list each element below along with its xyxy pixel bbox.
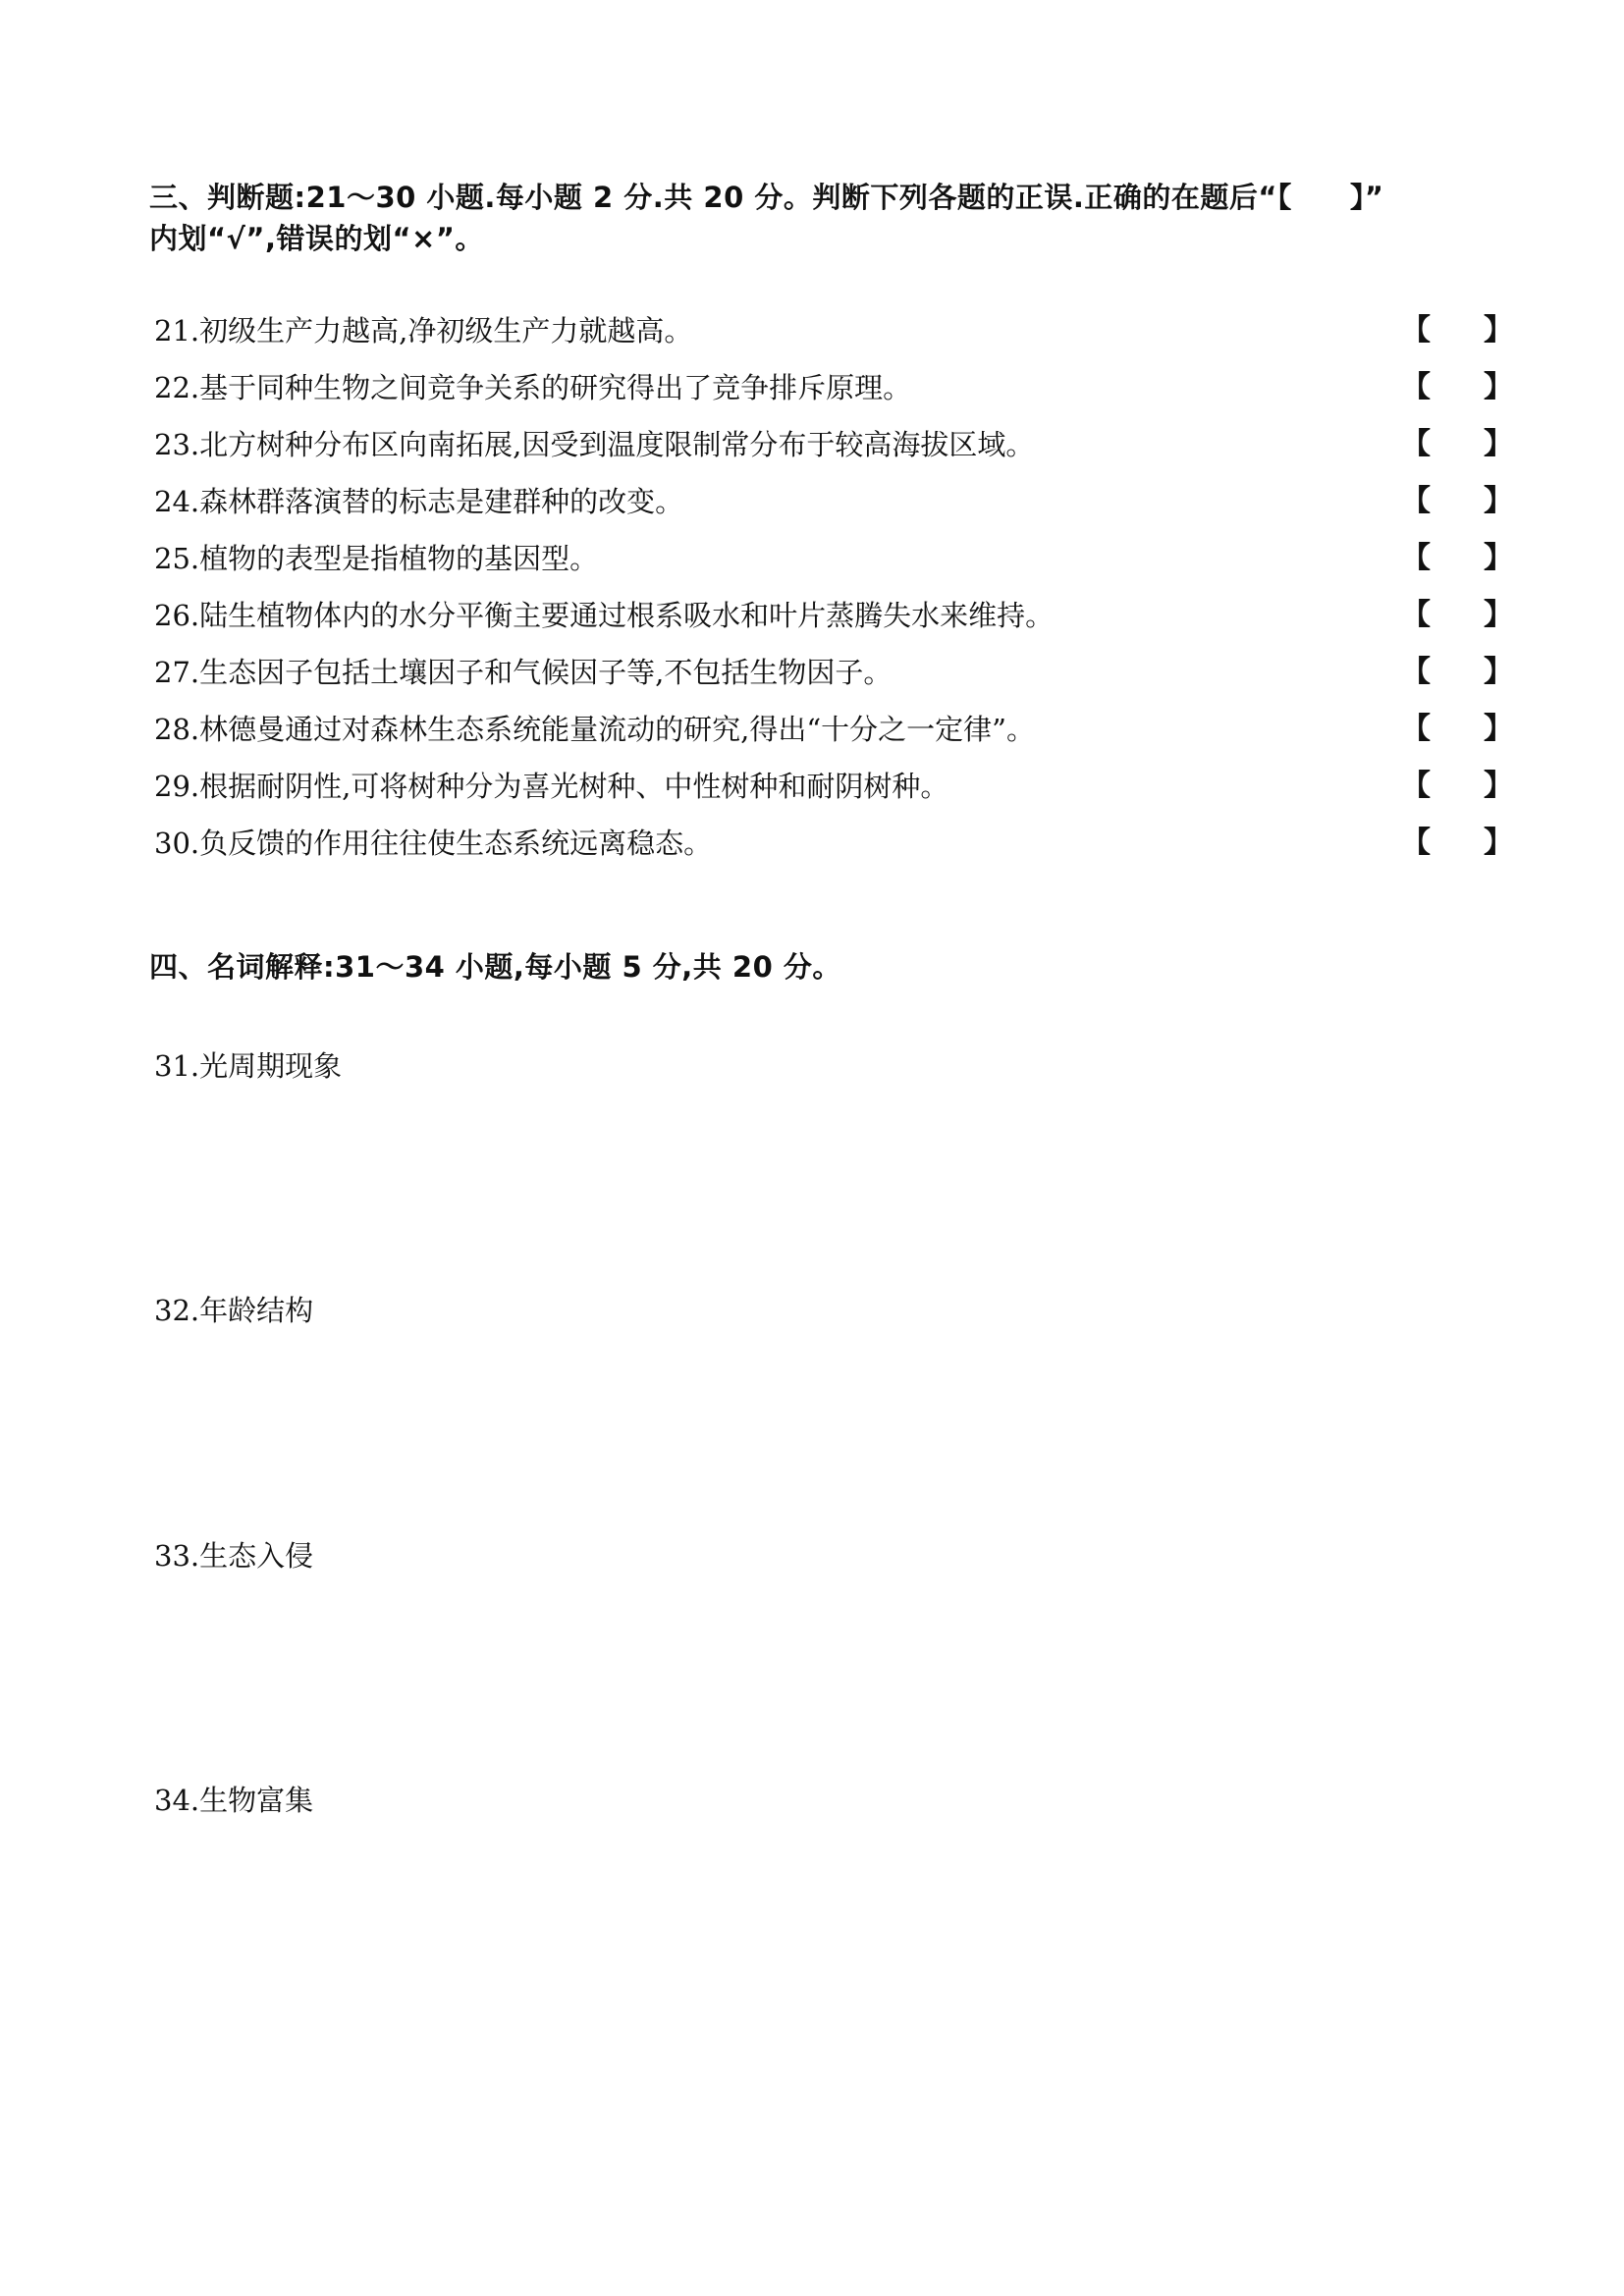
right-bracket: 】 bbox=[1484, 370, 1513, 404]
question-text: 基于同种生物之间竞争关系的研究得出了竞争排斥原理。 bbox=[199, 371, 912, 404]
left-bracket: 【 bbox=[1401, 370, 1431, 404]
question-21 bbox=[154, 302, 1513, 359]
question-text: 初级生产力越高,净初级生产力就越高。 bbox=[199, 314, 693, 347]
question-28 bbox=[154, 701, 1513, 758]
question-text: 生态因子包括土壤因子和气候因子等,不包括生物因子。 bbox=[199, 656, 893, 689]
term-text: 生态入侵 bbox=[199, 1539, 314, 1573]
question-23 bbox=[154, 416, 1513, 473]
section-4-header: 四、名词解释:31～34 小题,每小题 5 分,共 20 分。 bbox=[149, 950, 841, 984]
right-bracket: 】 bbox=[1484, 598, 1513, 632]
question-29 bbox=[154, 758, 1513, 815]
question-number: 24. bbox=[154, 485, 200, 518]
question-number: 28. bbox=[154, 713, 200, 746]
right-bracket: 】 bbox=[1484, 826, 1513, 860]
question-22 bbox=[154, 359, 1513, 416]
question-text: 林德曼通过对森林生态系统能量流动的研究,得出“十分之一定律”。 bbox=[199, 713, 1035, 746]
right-bracket: 】 bbox=[1484, 427, 1513, 461]
left-bracket: 【 bbox=[1401, 655, 1431, 689]
term-number: 33. bbox=[154, 1539, 200, 1573]
left-bracket: 【 bbox=[1401, 769, 1431, 803]
right-bracket: 】 bbox=[1484, 484, 1513, 518]
term-question-31 bbox=[154, 1046, 342, 1086]
left-bracket: 【 bbox=[1401, 541, 1431, 575]
term-text: 光周期现象 bbox=[199, 1049, 343, 1083]
term-number: 31. bbox=[154, 1049, 200, 1083]
term-text: 年龄结构 bbox=[199, 1294, 314, 1327]
left-bracket: 【 bbox=[1401, 313, 1431, 347]
question-text: 陆生植物体内的水分平衡主要通过根系吸水和叶片蒸腾失水来维持。 bbox=[199, 599, 1055, 632]
question-number: 25. bbox=[154, 542, 200, 575]
question-number: 23. bbox=[154, 428, 200, 461]
right-bracket: 】 bbox=[1484, 712, 1513, 746]
question-26 bbox=[154, 587, 1513, 644]
question-text: 负反馈的作用往往使生态系统远离稳态。 bbox=[199, 827, 713, 860]
section-3-instruction-line1: 三、判断题:21～30 小题.每小题 2 分.共 20 分。判断下列各题的正误.正确的在题后“【 】” bbox=[149, 181, 1384, 214]
question-text: 植物的表型是指植物的基因型。 bbox=[199, 542, 599, 575]
left-bracket: 【 bbox=[1401, 826, 1431, 860]
question-24 bbox=[154, 473, 1513, 530]
term-question-32 bbox=[154, 1291, 313, 1330]
right-bracket: 】 bbox=[1484, 655, 1513, 689]
term-number: 34. bbox=[154, 1784, 200, 1817]
question-27 bbox=[154, 644, 1513, 701]
question-30 bbox=[154, 815, 1513, 872]
question-number: 30. bbox=[154, 827, 200, 860]
right-bracket: 】 bbox=[1484, 313, 1513, 347]
term-question-34 bbox=[154, 1781, 313, 1820]
question-number: 26. bbox=[154, 599, 200, 632]
term-text: 生物富集 bbox=[199, 1784, 314, 1817]
left-bracket: 【 bbox=[1401, 712, 1431, 746]
term-number: 32. bbox=[154, 1294, 200, 1327]
left-bracket: 【 bbox=[1401, 484, 1431, 518]
question-text: 根据耐阴性,可将树种分为喜光树种、中性树种和耐阴树种。 bbox=[199, 770, 949, 803]
left-bracket: 【 bbox=[1401, 427, 1431, 461]
question-25 bbox=[154, 530, 1513, 587]
term-question-33 bbox=[154, 1536, 313, 1575]
right-bracket: 】 bbox=[1484, 541, 1513, 575]
section-3-instruction-line2: 内划“√”,错误的划“×”。 bbox=[149, 222, 484, 255]
question-number: 29. bbox=[154, 770, 200, 803]
question-text: 森林群落演替的标志是建群种的改变。 bbox=[199, 485, 684, 518]
true-false-question-list bbox=[154, 302, 1513, 872]
question-number: 27. bbox=[154, 656, 200, 689]
question-number: 22. bbox=[154, 371, 200, 404]
question-number: 21. bbox=[154, 314, 200, 347]
question-text: 北方树种分布区向南拓展,因受到温度限制常分布于较高海拔区域。 bbox=[199, 428, 1035, 461]
left-bracket: 【 bbox=[1401, 598, 1431, 632]
right-bracket: 】 bbox=[1484, 769, 1513, 803]
section-3-header bbox=[149, 177, 1384, 259]
